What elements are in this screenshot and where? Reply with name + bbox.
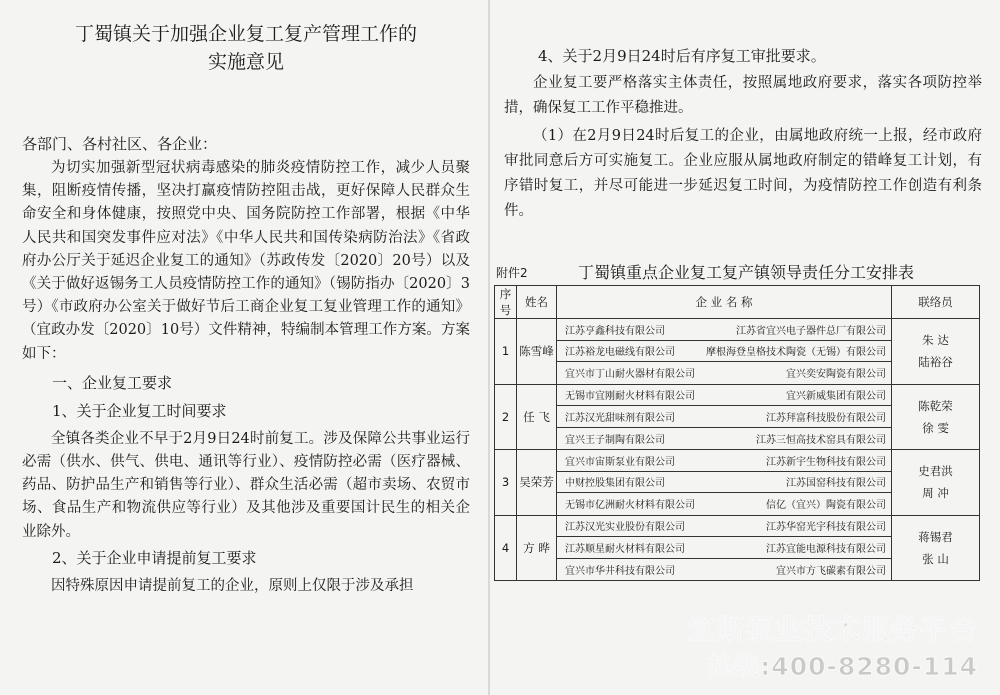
company-list [557, 450, 892, 516]
row-number: 1 [495, 319, 517, 385]
header-no: 序号 [495, 286, 517, 319]
company-row [557, 341, 891, 363]
contact-name: 朱 达 [922, 333, 949, 348]
company-row [557, 493, 891, 515]
company-name: 宜兴市宙斯泵业有限公司 [565, 456, 675, 468]
company-name: 江苏三恒高技术窑具有限公司 [756, 434, 886, 446]
contact-name: 陈乾荣 [918, 398, 953, 413]
company-name: 中财控股集团有限公司 [565, 478, 665, 490]
company-row [557, 559, 891, 581]
leader-name: 吴荣芳 [517, 450, 557, 516]
page-gutter [488, 0, 490, 695]
section-heading-1: 一、企业复工要求 [52, 373, 173, 392]
table-row [495, 319, 980, 385]
company-row [557, 406, 891, 428]
contact-cell [892, 319, 980, 385]
company-name: 摩根海登皇格技术陶瓷（无锡）有限公司 [706, 347, 886, 359]
salutation: 各部门、各村社区、各企业： [22, 135, 218, 153]
row-number: 3 [495, 450, 517, 516]
company-name: 无锡市宜刚耐火材料有限公司 [565, 391, 695, 403]
table-row [495, 515, 980, 581]
subsection-heading-2: 2、关于企业申请提前复工要求 [52, 548, 257, 567]
intro-paragraph: 为切实加强新型冠状病毒感染的肺炎疫情防控工作，减少人员聚集，阻断疫情传播，坚决打赢疫情防控阻击战，更好保障人民群众生命安全和身体健康，按照党中央、国务院防控工作部署，根据《中华人民共和国突发事件应对法》《中华人民共和国传染病防治法》《省政府办公厅关于延迟企业复工的通知》（苏政传发〔2020〕20号）以及《关于做好返锡务工人员疫情防控工作的通知》（锡防指办〔2020〕3号）《市政府办公室关于做好节后工商企业复工复业管理工作的通知》（宜政办发〔2020〕10号）文件精神，特编制本管理工作方案。方案如下： [22, 160, 470, 362]
leader-name: 陈雪峰 [517, 319, 557, 385]
company-name: 江苏汉光实业股份有限公司 [565, 522, 685, 534]
company-name: 江苏省宜兴电子器件总厂有限公司 [736, 325, 886, 337]
company-name: 江苏宜能电源科技有限公司 [766, 543, 886, 555]
company-row [557, 385, 891, 407]
contact-name: 张 山 [922, 551, 949, 566]
company-name: 宜兴市丁山耐火器材有限公司 [565, 369, 695, 381]
attachment-label: 附件2 [496, 266, 528, 280]
company-name: 江苏顺星耐火材料有限公司 [565, 543, 685, 555]
company-name: 江苏华窑光宇科技有限公司 [766, 522, 886, 534]
header-name: 姓名 [517, 286, 557, 319]
company-list [557, 515, 892, 581]
company-name: 江苏国窑科技有限公司 [786, 478, 886, 490]
watermark [688, 616, 978, 682]
title-line-2: 实施意见 [207, 51, 284, 73]
company-name: 江苏拜富科技股份有限公司 [766, 412, 886, 424]
header-contact: 联络员 [892, 286, 980, 319]
contact-cell [892, 515, 980, 581]
company-row [557, 516, 891, 538]
contact-name: 周 冲 [922, 486, 949, 501]
company-row [557, 362, 891, 384]
watermark-line-1: 宜斯泵业技术服务平台 [688, 615, 978, 646]
leader-name: 方 晔 [517, 515, 557, 581]
company-name: 江苏新宇生物科技有限公司 [766, 456, 886, 468]
company-row [557, 450, 891, 472]
row-number: 4 [495, 515, 517, 581]
company-name: 信亿（宜兴）陶瓷有限公司 [766, 500, 886, 512]
company-row [557, 537, 891, 559]
responsibility-table [494, 285, 980, 581]
item-1-text: （1）在2月9日24时后复工的企业，由属地政府统一上报，经市政府审批同意后方可实施复工。企业应服从属地政府制定的错峰复工计划，有序错时复工，并尽可能进一步延迟复工时间，为疫情防控工作创造有利条件。 [504, 128, 982, 219]
subsection-4-text: 企业复工要严格落实主体责任，按照属地政府要求，落实各项防控举措，确保复工工作平稳推进。 [504, 75, 982, 116]
table-row [495, 384, 980, 450]
watermark-hotline: 热线:400-8280-114 [708, 652, 978, 681]
title-line-1: 丁蜀镇关于加强企业复工复产管理工作的 [74, 23, 417, 45]
left-column [22, 20, 470, 598]
company-name: 宜兴市方飞碳素有限公司 [776, 565, 886, 577]
header-companies: 企 业 名 称 [557, 286, 892, 319]
company-name: 宜兴新威集团有限公司 [786, 391, 886, 403]
subsection-heading-1: 1、关于企业复工时间要求 [52, 401, 227, 420]
subsection-2-text: 因特殊原因申请提前复工的企业，原则上仅限于涉及承担 [51, 577, 414, 594]
company-row [557, 428, 891, 450]
attachment-header [494, 262, 980, 284]
company-row [557, 472, 891, 494]
company-name: 江苏汉光甜味剂有限公司 [565, 412, 675, 424]
company-row [557, 319, 891, 341]
contact-cell [892, 384, 980, 450]
right-column [504, 44, 982, 224]
contact-cell [892, 450, 980, 516]
company-name: 无锡市亿洲耐火材料有限公司 [565, 500, 695, 512]
document-title [22, 20, 470, 76]
company-name: 宜兴市华井科技有限公司 [565, 565, 675, 577]
contact-name: 徐 雯 [922, 420, 949, 435]
company-name: 江苏裕龙电磁线有限公司 [565, 347, 675, 359]
attachment-title: 丁蜀镇重点企业复工复产镇领导责任分工安排表 [578, 263, 915, 282]
company-name: 宜兴奕安陶瓷有限公司 [786, 369, 886, 381]
subsection-heading-4: 4、关于2月9日24时后有序复工审批要求。 [538, 47, 826, 65]
contact-name: 蒋锡君 [918, 529, 953, 544]
table-header-row [495, 286, 980, 319]
contact-name: 史君洪 [918, 464, 953, 479]
company-list [557, 319, 892, 385]
leader-name: 任 飞 [517, 384, 557, 450]
subsection-1-text: 全镇各类企业不早于2月9日24时前复工。涉及保障公共事业运行必需（供水、供气、供电、通讯等行业）、疫情防控必需（医疗器械、药品、防护品生产和销售等行业）、群众生活必需（超市卖场、农贸市场、食品生产和物流供应等行业）及其他涉及重要国计民生的相关企业除外。 [22, 430, 470, 540]
contact-name: 陆裕谷 [918, 355, 953, 370]
company-name: 江苏亨鑫科技有限公司 [565, 325, 665, 337]
table-row [495, 450, 980, 516]
row-number: 2 [495, 384, 517, 450]
company-list [557, 384, 892, 450]
company-name: 宜兴王子制陶有限公司 [565, 434, 665, 446]
